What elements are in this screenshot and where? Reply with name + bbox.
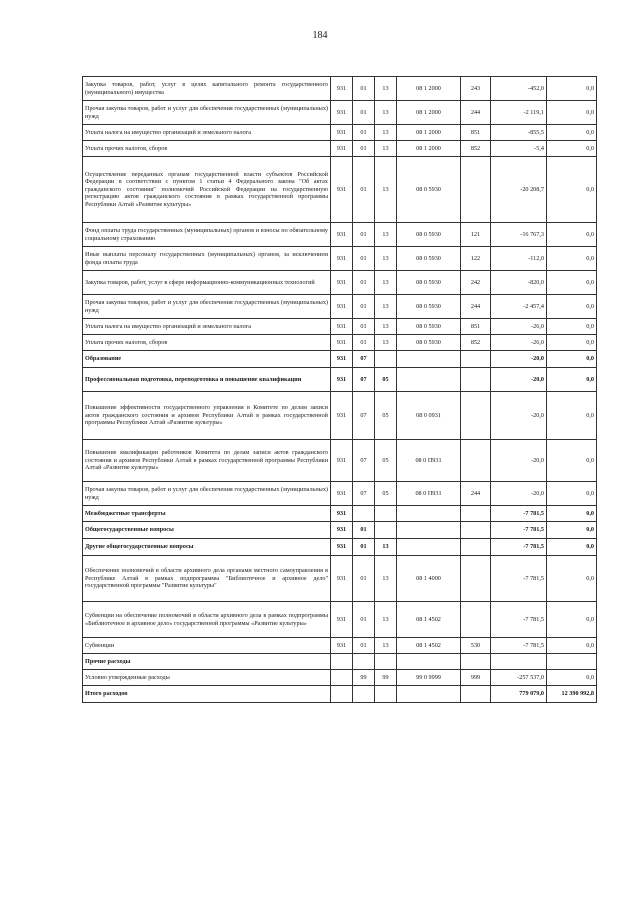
amount-total-cell: 0,0 xyxy=(547,539,597,556)
table-row xyxy=(83,335,597,351)
amount-total-cell: 0,0 xyxy=(547,295,597,319)
description-cell: Межбюджетные трансферты xyxy=(83,506,331,522)
amount-change-cell: -820,0 xyxy=(491,271,547,295)
table-row xyxy=(83,602,597,638)
admin-code-cell: 931 xyxy=(331,602,353,638)
table-row xyxy=(83,522,597,539)
amount-change-cell: -26,0 xyxy=(491,335,547,351)
amount-total-cell: 0,0 xyxy=(547,101,597,125)
section-code-cell: 01 xyxy=(353,247,375,271)
description-cell: Прочие расходы xyxy=(83,654,331,670)
subsection-code-cell: 13 xyxy=(375,223,397,247)
subsection-code-cell: 13 xyxy=(375,319,397,335)
expense-type-cell xyxy=(461,506,491,522)
section-code-cell: 07 xyxy=(353,482,375,506)
description-cell: Уплата налога на имущество организаций и земельного налога xyxy=(83,319,331,335)
admin-code-cell xyxy=(331,686,353,703)
section-code-cell: 01 xyxy=(353,141,375,157)
admin-code-cell: 931 xyxy=(331,319,353,335)
amount-total-cell: 0,0 xyxy=(547,351,597,368)
target-article-cell: 08 0 5930 xyxy=(397,157,461,223)
description-cell: Уплата прочих налогов, сборов xyxy=(83,335,331,351)
expense-type-cell: 244 xyxy=(461,101,491,125)
amount-total-cell: 0,0 xyxy=(547,522,597,539)
table-row xyxy=(83,654,597,670)
expense-type-cell: 122 xyxy=(461,247,491,271)
table-row xyxy=(83,351,597,368)
target-article-cell: 99 0 9999 xyxy=(397,670,461,686)
subsection-code-cell xyxy=(375,654,397,670)
section-code-cell: 07 xyxy=(353,368,375,392)
expense-type-cell xyxy=(461,686,491,703)
target-article-cell: 08 0 0931 xyxy=(397,392,461,440)
admin-code-cell xyxy=(331,654,353,670)
amount-change-cell: -257 537,0 xyxy=(491,670,547,686)
admin-code-cell: 931 xyxy=(331,351,353,368)
expense-type-cell xyxy=(461,602,491,638)
amount-change-cell: -7 781,5 xyxy=(491,602,547,638)
subsection-code-cell: 13 xyxy=(375,539,397,556)
target-article-cell: 08 1 2000 xyxy=(397,125,461,141)
amount-total-cell: 0,0 xyxy=(547,157,597,223)
subsection-code-cell: 13 xyxy=(375,602,397,638)
expense-type-cell: 852 xyxy=(461,335,491,351)
amount-change-cell: -16 767,3 xyxy=(491,223,547,247)
description-cell: Закупка товаров, работ, услуг в целях капитального ремонта государственного (муниципального) имущества xyxy=(83,77,331,101)
table-row xyxy=(83,539,597,556)
section-code-cell: 07 xyxy=(353,351,375,368)
target-article-cell: 08 0 5930 xyxy=(397,335,461,351)
section-code-cell: 01 xyxy=(353,539,375,556)
amount-total-cell: 0,0 xyxy=(547,335,597,351)
admin-code-cell: 931 xyxy=(331,125,353,141)
subsection-code-cell: 13 xyxy=(375,638,397,654)
expense-type-cell xyxy=(461,351,491,368)
description-cell: Повышение эффективности государственного управления в Комитете по делам записи актов гражданского состояния и архивов Республики Алтай в рамках государственной программы Республики Алтай «Развитие культуры» xyxy=(83,392,331,440)
section-code-cell xyxy=(353,686,375,703)
subsection-code-cell xyxy=(375,686,397,703)
table-row xyxy=(83,223,597,247)
table-row xyxy=(83,157,597,223)
table-row xyxy=(83,556,597,602)
amount-total-cell: 0,0 xyxy=(547,392,597,440)
section-code-cell: 01 xyxy=(353,223,375,247)
table-body xyxy=(83,77,597,703)
section-code-cell: 01 xyxy=(353,101,375,125)
description-cell: Иные выплаты персоналу государственных (муниципальных) органов, за исключением фонда оплаты труда xyxy=(83,247,331,271)
table-row xyxy=(83,247,597,271)
table-row xyxy=(83,368,597,392)
target-article-cell xyxy=(397,522,461,539)
amount-total-cell: 0,0 xyxy=(547,223,597,247)
subsection-code-cell: 05 xyxy=(375,368,397,392)
amount-change-cell: -7 781,5 xyxy=(491,506,547,522)
amount-total-cell: 0,0 xyxy=(547,141,597,157)
target-article-cell: 08 1 4502 xyxy=(397,602,461,638)
target-article-cell: 08 1 4000 xyxy=(397,556,461,602)
description-cell: Профессиональная подготовка, переподготовка и повышение квалификации xyxy=(83,368,331,392)
subsection-code-cell: 13 xyxy=(375,157,397,223)
amount-total-cell: 0,0 xyxy=(547,670,597,686)
subsection-code-cell xyxy=(375,506,397,522)
subsection-code-cell: 13 xyxy=(375,77,397,101)
expense-type-cell xyxy=(461,392,491,440)
subsection-code-cell: 05 xyxy=(375,440,397,482)
admin-code-cell: 931 xyxy=(331,440,353,482)
section-code-cell: 01 xyxy=(353,638,375,654)
section-code-cell: 01 xyxy=(353,319,375,335)
description-cell: Общегосударственные вопросы xyxy=(83,522,331,539)
admin-code-cell: 931 xyxy=(331,295,353,319)
expense-type-cell: 851 xyxy=(461,319,491,335)
subsection-code-cell: 05 xyxy=(375,482,397,506)
expense-type-cell xyxy=(461,654,491,670)
expense-type-cell xyxy=(461,556,491,602)
amount-change-cell: -7 781,5 xyxy=(491,638,547,654)
section-code-cell: 01 xyxy=(353,556,375,602)
table-row xyxy=(83,638,597,654)
table-row xyxy=(83,686,597,703)
subsection-code-cell: 13 xyxy=(375,295,397,319)
target-article-cell: 08 0 5930 xyxy=(397,295,461,319)
target-article-cell: 08 0 П931 xyxy=(397,482,461,506)
section-code-cell: 01 xyxy=(353,522,375,539)
amount-total-cell: 0,0 xyxy=(547,506,597,522)
section-code-cell: 07 xyxy=(353,392,375,440)
admin-code-cell: 931 xyxy=(331,368,353,392)
admin-code-cell: 931 xyxy=(331,638,353,654)
admin-code-cell: 931 xyxy=(331,77,353,101)
description-cell: Обеспечение полномочий в области архивного дела органами местного самоуправления в Республике Алтай в рамках подпрограммы "Библиотечное и архивное дело" государственной программы "Развитие культуры" xyxy=(83,556,331,602)
amount-change-cell: -20,0 xyxy=(491,351,547,368)
table-row xyxy=(83,141,597,157)
amount-total-cell: 0,0 xyxy=(547,368,597,392)
target-article-cell: 08 0 П931 xyxy=(397,440,461,482)
amount-total-cell: 0,0 xyxy=(547,247,597,271)
section-code-cell: 07 xyxy=(353,440,375,482)
admin-code-cell: 931 xyxy=(331,522,353,539)
subsection-code-cell: 13 xyxy=(375,141,397,157)
subsection-code-cell: 13 xyxy=(375,335,397,351)
description-cell: Прочая закупка товаров, работ и услуг для обеспечения государственных (муниципальных) нужд xyxy=(83,482,331,506)
amount-change-cell: 779 079,0 xyxy=(491,686,547,703)
amount-total-cell: 0,0 xyxy=(547,125,597,141)
target-article-cell: 08 1 2000 xyxy=(397,101,461,125)
section-code-cell xyxy=(353,506,375,522)
admin-code-cell: 931 xyxy=(331,141,353,157)
target-article-cell: 08 1 2000 xyxy=(397,141,461,157)
table-row xyxy=(83,295,597,319)
table-row xyxy=(83,125,597,141)
target-article-cell xyxy=(397,351,461,368)
target-article-cell: 08 1 4502 xyxy=(397,638,461,654)
amount-change-cell: -7 781,5 xyxy=(491,539,547,556)
subsection-code-cell: 13 xyxy=(375,125,397,141)
amount-total-cell: 0,0 xyxy=(547,440,597,482)
expense-type-cell xyxy=(461,440,491,482)
target-article-cell: 08 0 5930 xyxy=(397,247,461,271)
description-cell: Уплата налога на имущество организаций и земельного налога xyxy=(83,125,331,141)
amount-change-cell: -20,0 xyxy=(491,482,547,506)
amount-change-cell: -7 781,5 xyxy=(491,556,547,602)
amount-change-cell: -112,0 xyxy=(491,247,547,271)
description-cell: Итого расходов xyxy=(83,686,331,703)
expense-type-cell xyxy=(461,522,491,539)
target-article-cell: 08 0 5930 xyxy=(397,223,461,247)
description-cell: Уплата прочих налогов, сборов xyxy=(83,141,331,157)
section-code-cell xyxy=(353,654,375,670)
description-cell: Субвенции на обеспечение полномочий в области архивного дела в рамках подпрограммы «Библиотечное и архивное дело» государственной программы «Развитие культуры» xyxy=(83,602,331,638)
description-cell: Прочая закупка товаров, работ и услуг для обеспечения государственных (муниципальных) нужд xyxy=(83,101,331,125)
amount-change-cell xyxy=(491,654,547,670)
table-row xyxy=(83,319,597,335)
amount-total-cell: 0,0 xyxy=(547,638,597,654)
section-code-cell: 01 xyxy=(353,295,375,319)
target-article-cell xyxy=(397,686,461,703)
section-code-cell: 01 xyxy=(353,335,375,351)
admin-code-cell: 931 xyxy=(331,506,353,522)
amount-change-cell: -20,0 xyxy=(491,440,547,482)
target-article-cell xyxy=(397,506,461,522)
amount-change-cell: -26,0 xyxy=(491,319,547,335)
page-number: 184 xyxy=(312,30,328,41)
amount-total-cell: 0,0 xyxy=(547,77,597,101)
amount-change-cell: -2 457,4 xyxy=(491,295,547,319)
expense-type-cell: 851 xyxy=(461,125,491,141)
subsection-code-cell: 13 xyxy=(375,247,397,271)
description-cell: Прочая закупка товаров, работ и услуг для обеспечения государственных (муниципальных) нужд xyxy=(83,295,331,319)
admin-code-cell: 931 xyxy=(331,482,353,506)
table-row xyxy=(83,482,597,506)
amount-change-cell: -20 208,7 xyxy=(491,157,547,223)
admin-code-cell: 931 xyxy=(331,556,353,602)
description-cell: Закупка товаров, работ, услуг в сфере информационно-коммуникационных технологий xyxy=(83,271,331,295)
section-code-cell: 01 xyxy=(353,157,375,223)
description-cell: Условно утвержденные расходы xyxy=(83,670,331,686)
expense-type-cell: 244 xyxy=(461,482,491,506)
amount-total-cell xyxy=(547,654,597,670)
amount-total-cell: 0,0 xyxy=(547,556,597,602)
subsection-code-cell: 05 xyxy=(375,392,397,440)
amount-total-cell: 0,0 xyxy=(547,482,597,506)
expense-type-cell: 852 xyxy=(461,141,491,157)
admin-code-cell: 931 xyxy=(331,223,353,247)
admin-code-cell: 931 xyxy=(331,335,353,351)
subsection-code-cell: 13 xyxy=(375,271,397,295)
subsection-code-cell xyxy=(375,351,397,368)
description-cell: Повышение квалификации работников Комитета по делам записи актов гражданского состояния и архивов Республики Алтай в рамках государственной программы Республики Алтай «Развитие культуры» xyxy=(83,440,331,482)
subsection-code-cell: 13 xyxy=(375,556,397,602)
expense-type-cell: 999 xyxy=(461,670,491,686)
description-cell: Другие общегосударственные вопросы xyxy=(83,539,331,556)
amount-total-cell: 0,0 xyxy=(547,319,597,335)
amount-change-cell: -855,5 xyxy=(491,125,547,141)
amount-total-cell: 12 390 992,8 xyxy=(547,686,597,703)
table-row xyxy=(83,101,597,125)
description-cell: Осуществление переданных органам государственной власти субъектов Российской Федерации в соответствии с пунктом 1 статьи 4 Федерального закона "Об актах гражданского состояния" полномочий Российской Федерации на государственную регистрацию актов гражданского состояния в рамках государственной программы Республики Алтай «Развитие культуры» xyxy=(83,157,331,223)
admin-code-cell xyxy=(331,670,353,686)
admin-code-cell: 931 xyxy=(331,539,353,556)
section-code-cell: 01 xyxy=(353,602,375,638)
admin-code-cell: 931 xyxy=(331,271,353,295)
expense-type-cell: 243 xyxy=(461,77,491,101)
target-article-cell: 08 0 5930 xyxy=(397,271,461,295)
table-row xyxy=(83,440,597,482)
table-row xyxy=(83,392,597,440)
amount-change-cell: -452,0 xyxy=(491,77,547,101)
expense-type-cell: 121 xyxy=(461,223,491,247)
subsection-code-cell: 13 xyxy=(375,101,397,125)
admin-code-cell: 931 xyxy=(331,247,353,271)
expense-type-cell xyxy=(461,368,491,392)
target-article-cell: 08 1 2000 xyxy=(397,77,461,101)
description-cell: Субвенции xyxy=(83,638,331,654)
admin-code-cell: 931 xyxy=(331,157,353,223)
expense-type-cell xyxy=(461,539,491,556)
table-row xyxy=(83,77,597,101)
target-article-cell: 08 0 5930 xyxy=(397,319,461,335)
section-code-cell: 99 xyxy=(353,670,375,686)
expense-type-cell: 530 xyxy=(461,638,491,654)
amount-change-cell: -20,0 xyxy=(491,392,547,440)
subsection-code-cell: 99 xyxy=(375,670,397,686)
target-article-cell xyxy=(397,539,461,556)
expense-type-cell xyxy=(461,157,491,223)
section-code-cell: 01 xyxy=(353,77,375,101)
amount-change-cell: -5,4 xyxy=(491,141,547,157)
section-code-cell: 01 xyxy=(353,271,375,295)
budget-expenditure-table xyxy=(82,76,597,703)
description-cell: Образование xyxy=(83,351,331,368)
amount-change-cell: -2 119,1 xyxy=(491,101,547,125)
table-row xyxy=(83,670,597,686)
expense-type-cell: 244 xyxy=(461,295,491,319)
amount-total-cell: 0,0 xyxy=(547,271,597,295)
table-row xyxy=(83,271,597,295)
description-cell: Фонд оплаты труда государственных (муниципальных) органов и взносы по обязательному социальному страхованию xyxy=(83,223,331,247)
target-article-cell xyxy=(397,654,461,670)
amount-change-cell: -20,0 xyxy=(491,368,547,392)
target-article-cell xyxy=(397,368,461,392)
subsection-code-cell xyxy=(375,522,397,539)
amount-change-cell: -7 781,5 xyxy=(491,522,547,539)
admin-code-cell: 931 xyxy=(331,101,353,125)
admin-code-cell: 931 xyxy=(331,392,353,440)
table-row xyxy=(83,506,597,522)
expense-type-cell: 242 xyxy=(461,271,491,295)
section-code-cell: 01 xyxy=(353,125,375,141)
amount-total-cell: 0,0 xyxy=(547,602,597,638)
